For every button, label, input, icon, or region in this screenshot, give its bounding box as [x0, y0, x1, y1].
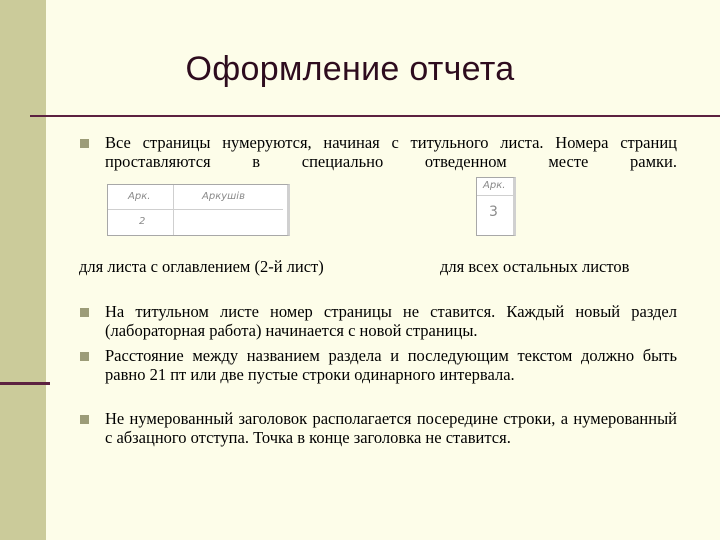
bullet-text-3: Расстояние между названием раздела и последующим текстом должно быть равно 21 пт или две пустые строки одинарного интервала.	[105, 346, 677, 384]
bullet-marker-3	[80, 352, 89, 361]
stamp-value: 3	[489, 204, 498, 220]
bullet-text-4: Не нумерованный заголовок располагается посередине строки, а нумерованный с абзацного отступа. Точка в конце заголовка не ставится.	[105, 409, 677, 447]
stamp-col2-header: Аркушів	[202, 191, 245, 202]
caption-toc-sheet: для листа с оглавлением (2-й лист)	[79, 257, 324, 276]
stamp-header: Арк.	[483, 180, 506, 191]
page-number-stamp-other	[476, 177, 516, 236]
side-decor-strip	[0, 0, 46, 540]
slide-title: Оформление отчета	[185, 50, 515, 88]
stamp-col1-value: 2	[139, 216, 146, 227]
stamp-col1-header: Арк.	[128, 191, 151, 202]
bullet-marker-4	[80, 415, 89, 424]
bullet-text-1: Все страницы нумеруются, начиная с титульного листа. Номера страниц проставляются в специально отведенном месте рамки.	[105, 133, 677, 171]
stamp-col-divider	[173, 185, 174, 235]
stamp-row-divider	[108, 209, 283, 210]
title-divider	[30, 115, 720, 117]
bullet-marker-1	[80, 139, 89, 148]
stamp-row-divider	[477, 195, 513, 196]
bullet-text-2: На титульном листе номер страницы не ставится. Каждый новый раздел (лабораторная работа) начинается с новой страницы.	[105, 302, 677, 340]
page-number-stamp-toc	[107, 184, 290, 236]
bullet-marker-2	[80, 308, 89, 317]
caption-other-sheets: для всех остальных листов	[440, 257, 630, 276]
side-decor-line	[0, 382, 50, 385]
